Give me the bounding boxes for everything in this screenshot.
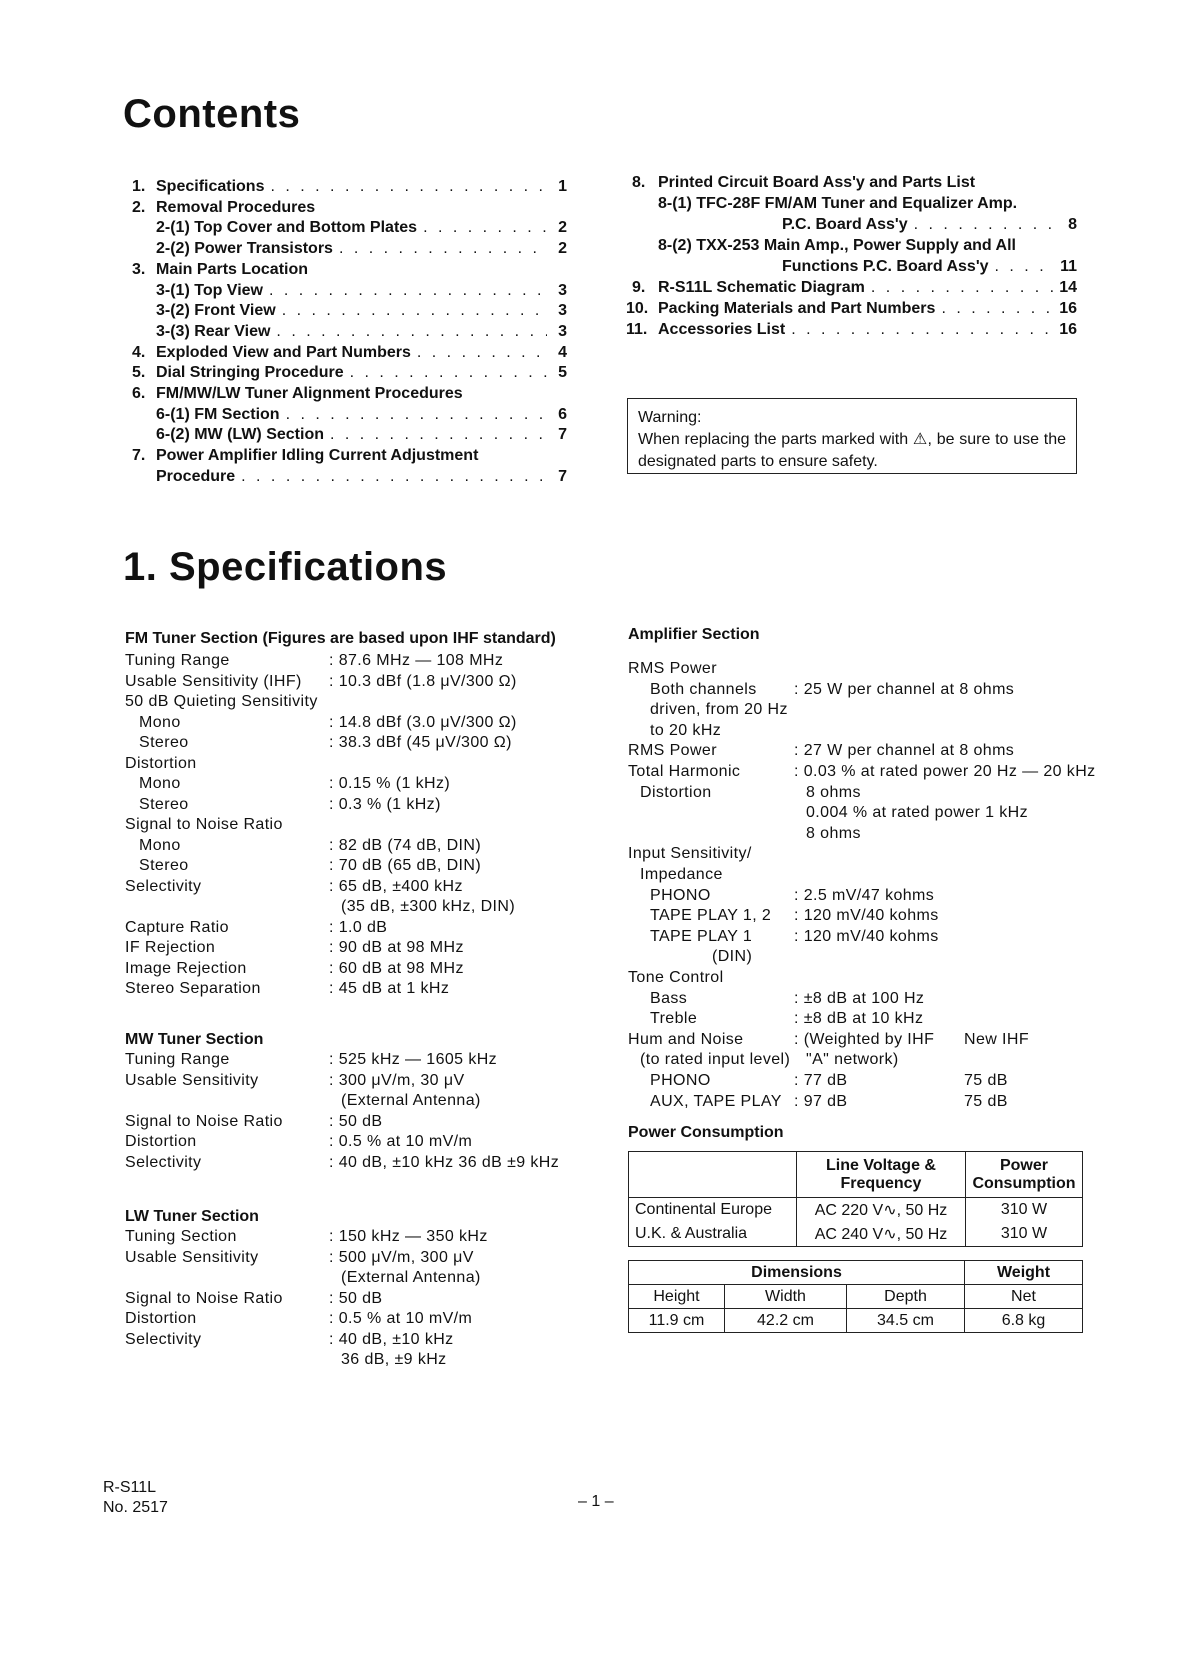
height-value: 11.9 cm (629, 1309, 725, 1333)
toc-num: 10. (626, 300, 649, 317)
spec-label: Signal to Noise Ratio (125, 816, 283, 833)
toc-dots (423, 219, 547, 237)
toc-dots (871, 279, 1053, 297)
toc-num: 8. (632, 174, 646, 191)
footer-model: R-S11L (103, 1479, 157, 1496)
spec-value: : 27 W per channel at 8 ohms (794, 742, 1015, 760)
toc-page: 8 (1068, 216, 1077, 233)
spec-label: Treble (650, 1010, 698, 1028)
spec-extra-value: New IHF (964, 1030, 1030, 1048)
toc-dots (269, 282, 547, 300)
warning-triangle-icon: ⚠ (912, 431, 928, 448)
toc-dots (791, 321, 1053, 339)
spec-value: : 120 mV/40 kohms (794, 907, 939, 925)
spec-value: : 40 dB, ±10 kHz (329, 1330, 454, 1348)
spec-value: : 82 dB (74 dB, DIN) (329, 836, 482, 854)
toc-page: 7 (558, 467, 567, 485)
spec-value: : 14.8 dBf (3.0 μV/300 Ω) (329, 713, 517, 731)
spec-value: : 0.5 % at 10 mV/m (329, 1310, 473, 1327)
mw-tuner-section (125, 1031, 585, 1181)
warning-title: Warning: (638, 409, 702, 426)
toc-item[interactable] (156, 302, 567, 320)
toc-right (626, 174, 1077, 344)
toc-item[interactable] (156, 426, 567, 444)
toc-num: 11. (626, 321, 648, 338)
toc-label[interactable]: 2-(2) Power Transistors (156, 240, 333, 258)
toc-page: 11 (1060, 258, 1077, 275)
toc-dots (914, 216, 1057, 234)
toc-label[interactable]: Procedure (156, 467, 236, 485)
toc-dots (995, 258, 1055, 276)
lw-tuner-section (125, 1208, 585, 1378)
spec-extra-value: 75 dB (964, 1072, 1008, 1089)
toc-item[interactable] (156, 240, 567, 258)
toc-num: 1. (132, 178, 146, 195)
spec-label: 50 dB Quieting Sensitivity (125, 693, 318, 710)
spec-value: (External Antenna) (341, 1092, 481, 1109)
spec-value: : 0.03 % at rated power 20 Hz — 20 kHz (794, 763, 1096, 780)
toc-item[interactable] (132, 364, 567, 382)
spec-label: Image Rejection (125, 959, 247, 977)
voltage-cell: AC 220 V∿, 50 Hz (797, 1198, 966, 1223)
toc-label[interactable]: 3-(2) Front View (156, 302, 276, 320)
spec-label: Stereo Separation (125, 980, 261, 997)
spec-value: : 60 dB at 98 MHz (329, 959, 464, 977)
region-cell: U.K. & Australia (629, 1222, 797, 1247)
spec-label: Capture Ratio (125, 918, 229, 936)
spec-label: PHONO (650, 1072, 711, 1089)
spec-value: "A" network) (806, 1051, 899, 1069)
toc-item[interactable] (132, 344, 567, 362)
toc-label[interactable]: 8-(1) TFC-28F FM/AM Tuner and Equalizer Amp. (658, 195, 1018, 212)
toc-item[interactable] (156, 323, 567, 341)
spec-value: : 50 dB (329, 1289, 383, 1307)
footer-doc-number: No. 2517 (103, 1499, 168, 1516)
specifications-title: 1. Specifications (123, 545, 448, 589)
spec-value: : 525 kHz — 1605 kHz (329, 1051, 498, 1068)
toc-page: 3 (558, 302, 567, 320)
spec-value: : 1.0 dB (329, 918, 388, 936)
spec-label: Impedance (640, 866, 723, 883)
spec-value: : 0.5 % at 10 mV/m (329, 1133, 473, 1150)
spec-value: : 97 dB (794, 1092, 848, 1110)
spec-label: Selectivity (125, 877, 202, 895)
toc-dots (417, 344, 547, 362)
spec-value: : 90 dB at 98 MHz (329, 939, 464, 956)
spec-label: Selectivity (125, 1330, 202, 1348)
spec-label: Stereo (139, 857, 189, 874)
toc-page: 16 (1059, 321, 1077, 338)
spec-label: Mono (139, 713, 181, 731)
spec-label: (to rated input level) (640, 1051, 791, 1069)
spec-label: Usable Sensitivity (125, 1248, 259, 1266)
toc-page: 7 (558, 426, 567, 444)
toc-label[interactable]: Packing Materials and Part Numbers (658, 300, 936, 317)
spec-label: Bass (650, 989, 688, 1007)
contents-title: Contents (123, 92, 301, 136)
power-heading: Power Consumption (628, 1124, 784, 1141)
spec-label: RMS Power (628, 660, 717, 677)
warning-box (627, 398, 1077, 474)
spec-value: : (Weighted by IHF (794, 1030, 935, 1048)
toc-label[interactable]: 3-(3) Rear View (156, 322, 271, 340)
toc-item[interactable] (156, 282, 567, 300)
toc-num: 9. (632, 279, 646, 296)
voltage-cell: AC 240 V∿, 50 Hz (797, 1222, 966, 1247)
toc-label[interactable]: R-S11L Schematic Diagram (658, 279, 865, 296)
spec-label: Mono (139, 775, 181, 792)
toc-dots (241, 468, 547, 486)
toc-num: 2. (132, 198, 146, 216)
spec-value: 0.004 % at rated power 1 kHz (806, 804, 1028, 822)
spec-label: driven, from 20 Hz (650, 701, 788, 719)
footer-model-info (103, 1478, 168, 1518)
toc-label[interactable]: 2-(1) Top Cover and Bottom Plates (156, 219, 418, 237)
width-header: Width (725, 1285, 847, 1309)
spec-value: : 150 kHz — 350 kHz (329, 1228, 488, 1245)
spec-label: TAPE PLAY 1 (650, 927, 753, 945)
toc-dots (286, 406, 547, 424)
spec-value: : 50 dB (329, 1112, 383, 1130)
toc-dots (350, 364, 547, 382)
fm-tuner-section (125, 630, 585, 1010)
toc-page: 4 (558, 343, 567, 361)
dimensions-table (628, 1260, 1083, 1333)
spec-label: Hum and Noise (628, 1030, 744, 1048)
spec-label: Usable Sensitivity (125, 1071, 259, 1089)
spec-value: : 70 dB (65 dB, DIN) (329, 857, 482, 874)
toc-dots (282, 302, 547, 320)
toc-item[interactable] (156, 406, 567, 424)
toc-label[interactable]: Dial Stringing Procedure (156, 364, 344, 382)
toc-page: 1 (558, 178, 567, 195)
spec-value: : 0.15 % (1 kHz) (329, 775, 451, 792)
toc-item[interactable] (156, 468, 567, 486)
spec-value: : 500 μV/m, 300 μV (329, 1248, 474, 1266)
spec-value: : 38.3 dBf (45 μV/300 Ω) (329, 734, 512, 751)
toc-dots (276, 323, 547, 341)
spec-label: Tuning Range (125, 652, 230, 669)
toc-label[interactable]: 3-(1) Top View (156, 281, 263, 299)
toc-item[interactable] (132, 199, 567, 217)
spec-value: : ±8 dB at 100 Hz (794, 989, 925, 1007)
spec-value: : 45 dB at 1 kHz (329, 980, 450, 997)
net-header: Net (965, 1285, 1083, 1309)
spec-label: Distortion (125, 1133, 197, 1150)
spec-value: : 65 dB, ±400 kHz (329, 877, 463, 895)
warning-text: When replacing the parts marked with ⚠, be sure to use the designated parts to ensure safety. (638, 431, 1066, 470)
toc-num: 7. (132, 447, 146, 465)
spec-label: Input Sensitivity/ (628, 845, 752, 863)
toc-label[interactable]: Functions P.C. Board Ass'y (782, 258, 989, 275)
width-value: 42.2 cm (725, 1309, 847, 1333)
toc-item[interactable] (132, 261, 567, 279)
power-table-corner (629, 1152, 797, 1198)
spec-label: AUX, TAPE PLAY (650, 1092, 782, 1110)
toc-page: 14 (1059, 279, 1077, 296)
toc-label[interactable]: Power Amplifier Idling Current Adjustment (156, 447, 479, 465)
dimensions-header: Dimensions (629, 1261, 965, 1285)
power-table (628, 1151, 1083, 1247)
height-header: Height (629, 1285, 725, 1309)
toc-num: 4. (132, 343, 146, 361)
toc-label[interactable]: Removal Procedures (156, 198, 316, 216)
toc-dots (270, 178, 547, 196)
spec-label: PHONO (650, 886, 711, 904)
toc-label[interactable]: Specifications (156, 178, 265, 195)
toc-left (132, 178, 567, 498)
toc-page: 2 (558, 240, 567, 258)
spec-value: : 10.3 dBf (1.8 μV/300 Ω) (329, 672, 517, 690)
spec-label: Distortion (125, 1310, 197, 1327)
spec-label: Usable Sensitivity (IHF) (125, 672, 302, 690)
spec-value: 8 ohms (806, 783, 861, 801)
spec-value: : 0.3 % (1 kHz) (329, 795, 441, 813)
spec-label: Stereo (139, 795, 189, 813)
toc-dots (339, 240, 547, 258)
spec-value: : 120 mV/40 kohms (794, 927, 939, 945)
col-voltage-header: Line Voltage & Frequency (797, 1152, 966, 1198)
fm-heading: FM Tuner Section (Figures are based upon IHF standard) (125, 630, 556, 647)
spec-extra-value: 75 dB (964, 1092, 1008, 1110)
weight-header: Weight (965, 1261, 1083, 1285)
spec-label: (DIN) (712, 948, 753, 966)
spec-label: Tuning Section (125, 1228, 237, 1245)
spec-value: (35 dB, ±300 kHz, DIN) (341, 898, 516, 915)
amplifier-section (628, 626, 1108, 1116)
toc-label[interactable]: 6-(2) MW (LW) Section (156, 426, 324, 444)
toc-label[interactable]: Accessories List (658, 321, 786, 338)
spec-label: Tone Control (628, 969, 724, 986)
toc-label[interactable]: Printed Circuit Board Ass'y and Parts List (658, 174, 976, 191)
spec-label: Stereo (139, 734, 189, 751)
spec-label: Both channels (650, 680, 757, 698)
toc-page: 3 (558, 281, 567, 299)
toc-label[interactable]: 6-(1) FM Section (156, 405, 280, 423)
toc-label[interactable]: 8-(2) TXX-253 Main Amp., Power Supply and All (658, 237, 1016, 254)
spec-label: Tuning Range (125, 1051, 230, 1068)
toc-page: 2 (558, 219, 567, 237)
spec-label: Signal to Noise Ratio (125, 1289, 283, 1307)
toc-label[interactable]: P.C. Board Ass'y (782, 216, 908, 233)
spec-label: RMS Power (628, 742, 717, 760)
amp-heading: Amplifier Section (628, 626, 760, 643)
power-cell: 310 W (966, 1222, 1083, 1247)
toc-num: 3. (132, 260, 146, 278)
mw-heading: MW Tuner Section (125, 1031, 264, 1048)
region-cell: Continental Europe (629, 1198, 797, 1223)
spec-label: Selectivity (125, 1153, 202, 1171)
depth-header: Depth (847, 1285, 965, 1309)
spec-label: Mono (139, 836, 181, 854)
col-power-header: Power Consumption (966, 1152, 1083, 1198)
toc-item[interactable] (132, 385, 567, 403)
toc-num: 5. (132, 364, 146, 382)
toc-item[interactable] (132, 178, 567, 196)
spec-label: to 20 kHz (650, 721, 722, 739)
spec-value: : ±8 dB at 10 kHz (794, 1010, 924, 1028)
power-cell: 310 W (966, 1198, 1083, 1223)
lw-heading: LW Tuner Section (125, 1208, 259, 1225)
spec-label: TAPE PLAY 1, 2 (650, 907, 772, 925)
toc-dots (941, 300, 1053, 318)
toc-item[interactable] (132, 447, 567, 465)
spec-value: 36 dB, ±9 kHz (341, 1351, 447, 1368)
toc-label[interactable]: FM/MW/LW Tuner Alignment Procedures (156, 385, 463, 402)
spec-value: (External Antenna) (341, 1269, 481, 1286)
spec-value: : 300 μV/m, 30 μV (329, 1071, 465, 1089)
spec-value: : 25 W per channel at 8 ohms (794, 680, 1015, 698)
spec-value: : 40 dB, ±10 kHz 36 dB ±9 kHz (329, 1153, 560, 1171)
toc-dots (330, 426, 547, 444)
toc-page: 5 (558, 364, 567, 382)
spec-value: : 77 dB (794, 1072, 848, 1089)
toc-page: 16 (1059, 300, 1077, 317)
toc-page: 6 (558, 405, 567, 423)
toc-label[interactable]: Exploded View and Part Numbers (156, 343, 411, 361)
toc-item[interactable] (156, 219, 567, 237)
spec-label: Distortion (125, 754, 197, 772)
toc-page: 3 (558, 322, 567, 340)
spec-label: Total Harmonic (628, 763, 741, 780)
spec-label: Distortion (640, 783, 712, 801)
toc-num: 6. (132, 385, 146, 402)
weight-value: 6.8 kg (965, 1309, 1083, 1333)
spec-value: 8 ohms (806, 824, 861, 842)
spec-label: IF Rejection (125, 939, 216, 956)
spec-value: : 2.5 mV/47 kohms (794, 886, 935, 904)
depth-value: 34.5 cm (847, 1309, 965, 1333)
spec-value: : 87.6 MHz — 108 MHz (329, 652, 504, 669)
spec-label: Signal to Noise Ratio (125, 1112, 283, 1130)
footer-page-number: – 1 – (578, 1493, 614, 1510)
toc-label[interactable]: Main Parts Location (156, 260, 309, 278)
